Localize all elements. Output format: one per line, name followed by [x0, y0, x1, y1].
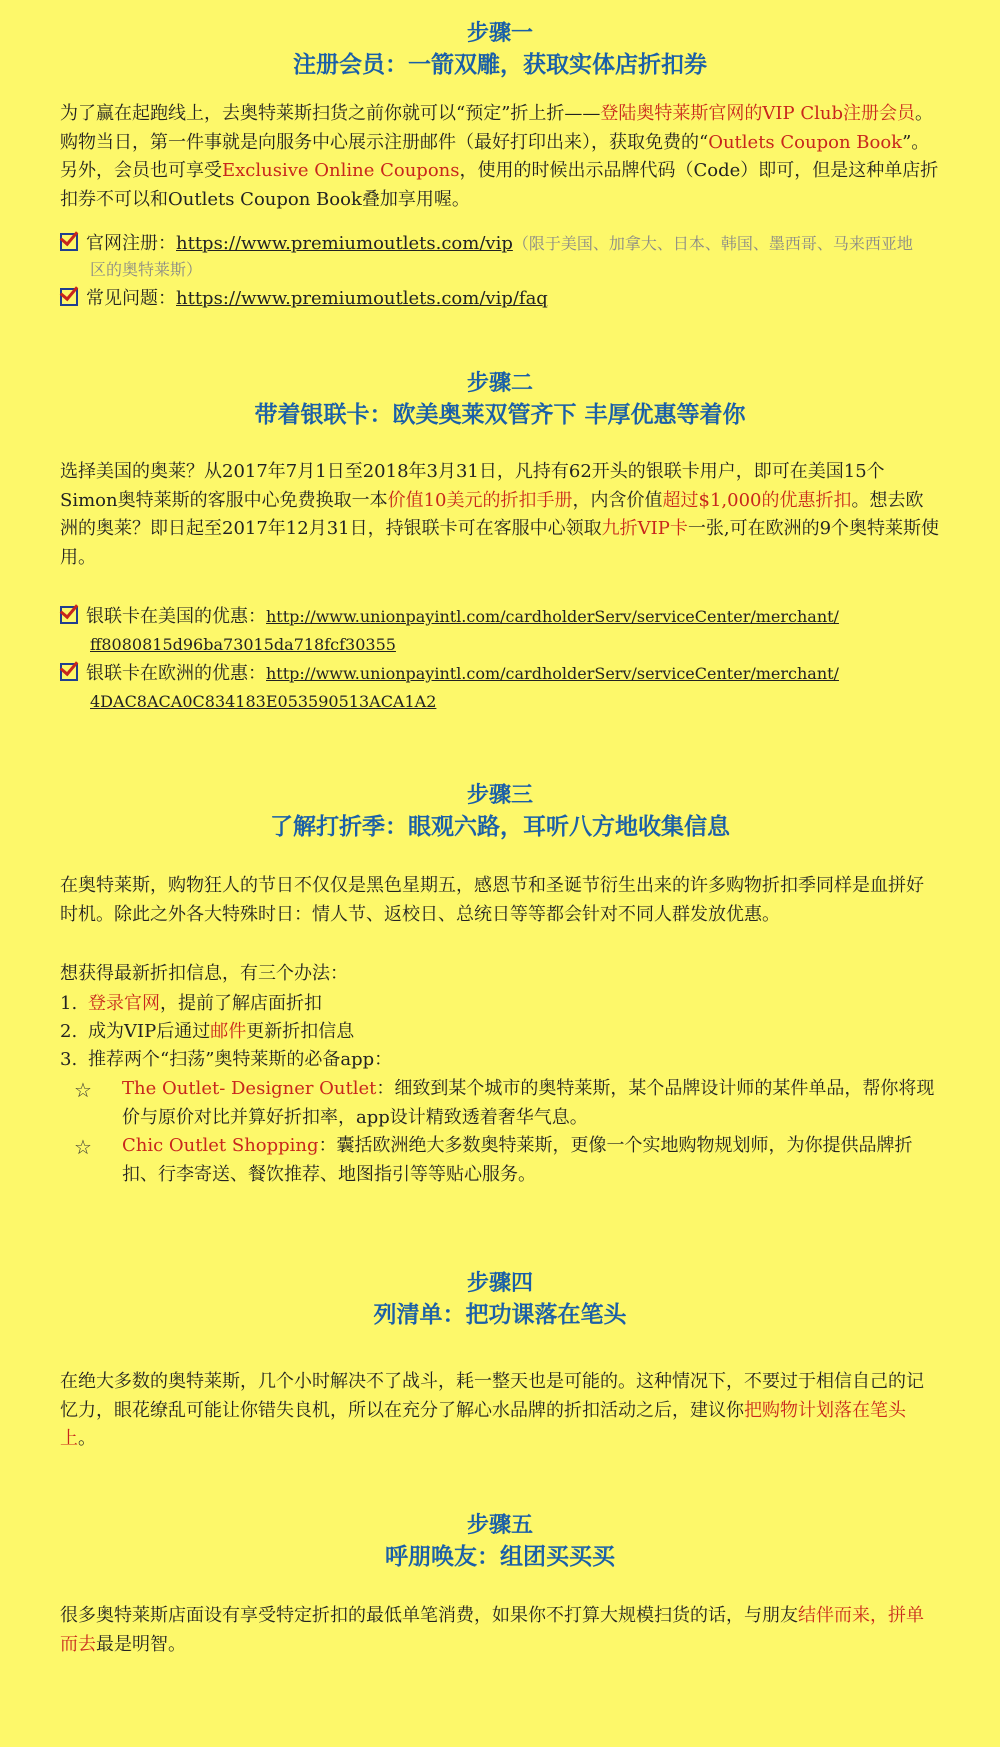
checkbox-checked-icon	[60, 233, 78, 251]
method-3	[60, 1046, 960, 1074]
highlight-text: Exclusive Online Coupons	[222, 160, 460, 181]
highlight-text: 结伴而来，拼单而去	[60, 1605, 924, 1655]
app-1	[122, 1075, 942, 1132]
step2-title: 带着银联卡：欧美奥莱双管齐下 丰厚优惠等着你	[254, 401, 746, 428]
text: 最是明智。	[96, 1633, 186, 1655]
app-2	[122, 1132, 942, 1189]
list-number: 3.	[60, 1049, 78, 1070]
step1-title: 注册会员：一箭双雕，获取实体店折扣券	[293, 51, 707, 78]
step4-header	[0, 1268, 1000, 1332]
step2-label: 步骤二	[466, 370, 533, 396]
text: 为了赢在起跑线上，去奥特莱斯扫货之前你就可以“预定”折上折——	[60, 103, 601, 124]
highlight-text: 登录官网	[88, 993, 160, 1014]
highlight-text: 价值10美元的折扣手册	[387, 489, 573, 511]
highlight-text: 九折VIP卡	[601, 518, 688, 539]
faq-link[interactable]: https://www.premiumoutlets.com/vip/faq	[176, 288, 548, 309]
text: 。购物当日，第一件事就是向服务中心展示注册邮件（最好打印出来），获取免费的“	[60, 103, 933, 153]
app-name: Chic Outlet Shopping	[122, 1135, 319, 1156]
step4-label: 步骤四	[466, 1270, 533, 1296]
step4-title: 列清单：把功课落在笔头	[373, 1301, 627, 1328]
checkbox-checked-icon	[60, 606, 78, 624]
method-2	[60, 1018, 960, 1046]
text: 很多奥特莱斯店面设有享受特定折扣的最低单笔消费，如果你不打算大规模扫货的话，与朋友	[60, 1605, 798, 1626]
text: ”。另外，会员也可享受	[60, 131, 930, 181]
unionpay-us-link[interactable]: http://www.unionpayintl.com/cardholderServ/serviceCenter/merchant/	[266, 607, 839, 626]
step1-item-register	[60, 230, 960, 258]
highlight-text: 超过$1,000的优惠折扣	[662, 489, 852, 511]
step1-paragraph	[60, 100, 940, 214]
text: 在绝大多数的奥特莱斯，几个小时解决不了战斗，耗一整天也是可能的。这种情况下，不要过于相信自己的记忆力，眼花缭乱可能让你错失良机，所以在充分了解心水品牌的折扣活动之后，建议你	[60, 1371, 924, 1421]
item-note: （限于美国、加拿大、日本、韩国、墨西哥、马来西亚地	[512, 234, 913, 253]
step1-header	[0, 18, 1000, 82]
text: 选择美国的奥莱？从2017年7月1日至2018年3月31日，凡持有62开头的银联卡用户，即可在美国15个Simon奥特莱斯的客服中心免费换取一本	[60, 461, 885, 511]
text: ，内含价值	[572, 489, 663, 511]
list-number: 1.	[60, 993, 78, 1014]
register-link[interactable]: https://www.premiumoutlets.com/vip	[176, 233, 513, 254]
step3-label: 步骤三	[466, 782, 533, 808]
method-1	[60, 990, 960, 1018]
step3-title: 了解打折季：眼观六路，耳听八方地收集信息	[270, 813, 730, 840]
highlight-text: 把购物计划落在笔头上	[60, 1399, 906, 1449]
highlight-text: Outlets Coupon Book	[708, 131, 903, 153]
text: 成为VIP后通过	[88, 1021, 211, 1042]
text: 。	[78, 1428, 96, 1449]
step2-item-eu	[60, 660, 960, 688]
app-desc: ：囊括欧洲绝大多数奥特莱斯，更像一个实地购物规划师，为你提供品牌折扣、行李寄送、餐饮推荐、地图指引等等贴心服务。	[122, 1135, 913, 1185]
step4-paragraph	[60, 1368, 940, 1454]
highlight-text: 登陆奥特莱斯官网的VIP Club注册会员	[600, 103, 915, 124]
checkbox-checked-icon	[60, 663, 78, 681]
step1-item-note-cont: 区的奥特莱斯）	[90, 260, 203, 279]
step1-item-faq	[60, 285, 960, 313]
app-desc: ：细致到某个城市的奥特莱斯，某个品牌设计师的某件单品，帮你将现价与原价对比并算好折扣率，app设计精致透着奢华气息。	[122, 1078, 935, 1128]
step3-paragraph: 在奥特莱斯，购物狂人的节日不仅仅是黑色星期五，感恩节和圣诞节衍生出来的许多购物折扣季同样是血拼好时机。除此之外各大特殊时日：情人节、返校日、总统日等等都会针对不同人群发放优惠。	[60, 875, 924, 925]
highlight-text: 邮件	[210, 1021, 247, 1042]
item-label: 银联卡在欧洲的优惠：	[86, 663, 266, 684]
text: 更新折扣信息	[246, 1021, 355, 1042]
text: 推荐两个“扫荡”奥特莱斯的必备app：	[88, 1049, 393, 1070]
item-label: 银联卡在美国的优惠：	[86, 606, 266, 627]
step5-paragraph	[60, 1602, 940, 1659]
step1-label: 步骤一	[466, 20, 533, 46]
step3-header	[0, 780, 1000, 844]
step3-methods-intro: 想获得最新折扣信息，有三个办法：	[60, 963, 348, 984]
star-icon: ☆	[74, 1078, 92, 1102]
star-icon: ☆	[74, 1135, 92, 1159]
step5-header	[0, 1510, 1000, 1574]
item-label: 常见问题：	[86, 288, 176, 309]
step5-title: 呼朋唤友：组团买买买	[385, 1543, 615, 1570]
step2-header	[0, 368, 1000, 432]
text: 一张,可在欧洲的9个奥特莱斯使用。	[60, 518, 940, 568]
step5-label: 步骤五	[466, 1512, 533, 1538]
unionpay-us-link-cont[interactable]: ff8080815d96ba73015da718fcf30355	[90, 635, 396, 654]
text: 。想去欧洲的奥莱？即日起至2017年12月31日，持银联卡可在客服中心领取	[60, 489, 924, 539]
unionpay-eu-link[interactable]: http://www.unionpayintl.com/cardholderServ/serviceCenter/merchant/	[266, 664, 839, 683]
text: ，使用的时候出示品牌代码（Code）即可，但是这种单店折扣券不可以和Outlets Coupon Book叠加享用喔。	[60, 160, 939, 210]
list-number: 2.	[60, 1021, 78, 1042]
app-name: The Outlet- Designer Outlet	[122, 1078, 377, 1099]
text: ，提前了解店面折扣	[160, 993, 322, 1014]
item-label: 官网注册：	[86, 233, 176, 254]
unionpay-eu-link-cont[interactable]: 4DAC8ACA0C834183E053590513ACA1A2	[90, 692, 437, 711]
checkbox-checked-icon	[60, 288, 78, 306]
step2-paragraph	[60, 458, 940, 572]
step2-item-us	[60, 603, 960, 631]
